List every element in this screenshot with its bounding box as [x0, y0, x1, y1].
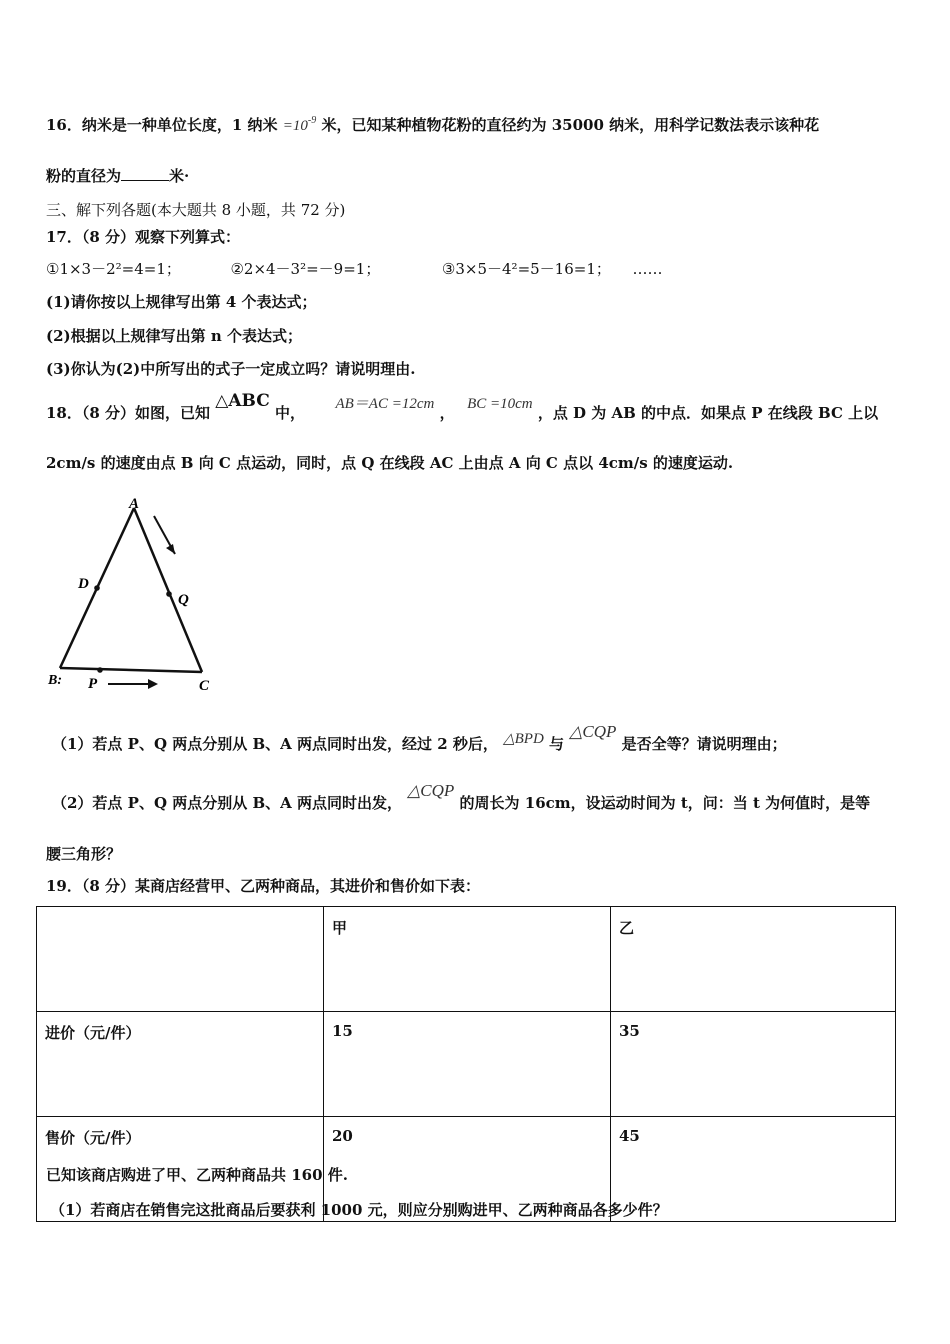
table-cell: 20: [324, 1117, 611, 1222]
table-cell: 15: [324, 1012, 611, 1117]
side-bc: [60, 668, 202, 672]
q17-eq3: ③3×5－4²=5－16=1；: [441, 260, 611, 278]
answer-blank[interactable]: [121, 166, 169, 181]
q19-sub1: （1）若商店在销售完这批商品后要获利 1000 元，则应分别购进甲、乙两种商品各多少件？: [50, 1201, 668, 1219]
q17-eq2: ②2×4－3²=－9=1；: [230, 260, 381, 278]
q18-line2: 2cm/s 的速度由点 B 向 C 点运动，同时，点 Q 在线段 AC 上由点 A 向 C 点以 4cm/s 的速度运动.: [46, 454, 734, 472]
q19-title: 19．（8 分）某商店经营甲、乙两种商品，其进价和售价如下表：: [46, 877, 481, 895]
label-b: B:: [48, 673, 62, 688]
q18-sub1: [52, 722, 787, 754]
point-q: [166, 591, 172, 597]
q18-triangle-abc: △ABC: [215, 391, 270, 411]
q18-sub2-line2: 腰三角形？: [46, 845, 122, 863]
q18-ab-length: AB＝AC =12cm: [335, 396, 435, 412]
q18-sub1-text-c: 是否全等？请说明理由；: [621, 735, 787, 753]
q18-bc-length: BC =10cm: [467, 396, 533, 412]
q18-sub1-text-b: 与: [549, 735, 565, 753]
q18-line1: [46, 391, 879, 423]
q18-sub2-text-b: 的周长为 16cm，设运动时间为 t，问：当 t 为何值时，是等: [459, 794, 871, 812]
arrow-aq-head: [166, 544, 175, 554]
q18-sub2-text-a: （2）若点 P、Q 两点分别从 B、A 两点同时出发，: [52, 794, 402, 812]
q18-triangle-cqp-1: △CQP: [569, 722, 617, 741]
label-a: A: [129, 496, 140, 512]
point-p: [97, 667, 103, 673]
table-row: [37, 1012, 896, 1117]
q17-equations: [46, 258, 662, 279]
table-cell: [37, 907, 324, 1012]
label-c: C: [199, 678, 210, 694]
triangle-figure: [44, 494, 244, 699]
table-row: [37, 907, 896, 1012]
q17-part1: (1)请你按以上规律写出第 4 个表达式；: [46, 293, 317, 311]
q18-triangle-cqp-2: △CQP: [407, 781, 455, 800]
q16-line2: [46, 165, 189, 186]
q18-comma: ，: [439, 404, 455, 422]
table-cell: 售价（元/件）: [37, 1117, 324, 1222]
table-cell: 进价（元/件）: [37, 1012, 324, 1117]
label-d: D: [78, 576, 89, 592]
q16-text-d: 米·: [169, 167, 190, 185]
q18-text-a: 18．（8 分）如图，已知: [46, 404, 211, 422]
q17-title: 17．（8 分）观察下列算式：: [46, 228, 241, 246]
q18-text-c: ，点 D 为 AB 的中点．如果点 P 在线段 BC 上以: [537, 404, 879, 422]
q17-part2: (2)根据以上规律写出第 n 个表达式；: [46, 327, 302, 345]
q16-text-c: 粉的直径为: [46, 167, 122, 185]
q18-sub1-text-a: （1）若点 P、Q 两点分别从 B、A 两点同时出发，经过 2 秒后，: [52, 735, 498, 753]
q16-text-b: 米，已知某种植物花粉的直径约为 35000 纳米，用科学记数法表示该种花: [321, 116, 820, 134]
table-cell: 45: [611, 1117, 896, 1222]
table-cell: 甲: [324, 907, 611, 1012]
table-cell: 乙: [611, 907, 896, 1012]
label-p: P: [88, 676, 98, 692]
q18-sub2: [52, 781, 871, 813]
arrow-bp-head: [148, 679, 158, 689]
q18-text-b: 中，: [275, 404, 306, 422]
label-q: Q: [178, 592, 189, 608]
q17-eq1: ①1×3－2²=4=1；: [46, 260, 181, 278]
q16-power: $=10^{-9}$: [282, 115, 317, 134]
side-ac: [134, 508, 202, 672]
q19-known: 已知该商店购进了甲、乙两种商品共 160 件.: [46, 1166, 348, 1184]
table-cell: 35: [611, 1012, 896, 1117]
point-d: [94, 585, 100, 591]
q17-part3: (3)你认为(2)中所写出的式子一定成立吗？请说明理由.: [46, 360, 416, 378]
q17-ellipsis: ……: [632, 260, 663, 278]
section-3-heading: 三、解下列各题(本大题共 8 小题，共 72 分): [46, 201, 346, 219]
q16-line1: [46, 114, 819, 135]
q18-triangle-bpd: △BPD: [503, 731, 544, 747]
q16-text-a: 16．纳米是一种单位长度，1 纳米: [46, 116, 278, 134]
